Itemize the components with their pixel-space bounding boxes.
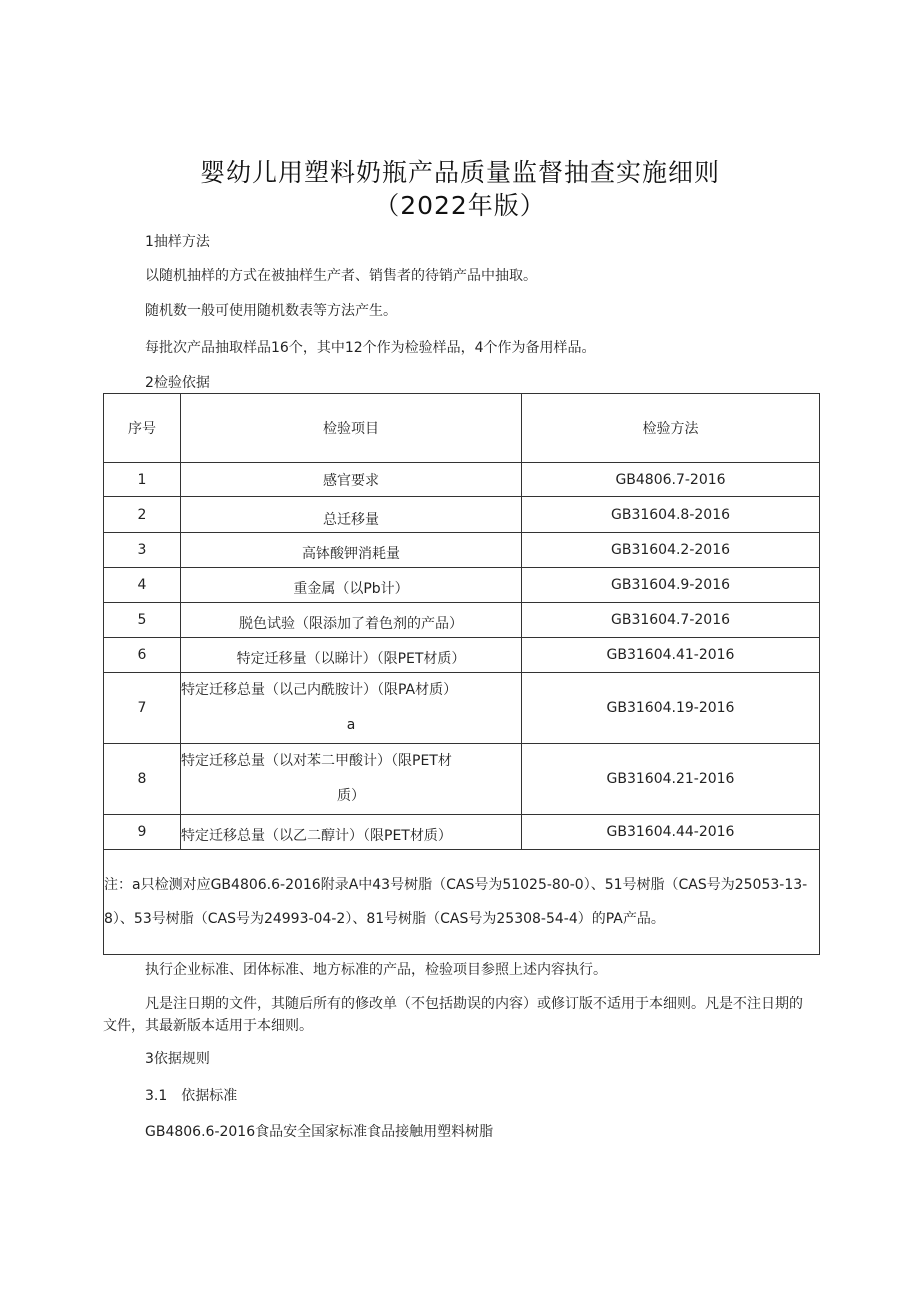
table-row	[104, 463, 820, 497]
row-item-line1: 特定迁移总量（以己内酰胺计）（限PA材质）	[181, 682, 458, 698]
paragraph: 每批次产品抽取样品16个，其中12个作为检验样品，4个作为备用样品。	[145, 340, 596, 356]
table-row	[104, 533, 820, 568]
row-item: 重金属（以Pb计）	[181, 568, 522, 603]
table-row	[104, 568, 820, 603]
table-row	[104, 497, 820, 533]
row-item: 脱色试验（限添加了着色剂的产品）	[181, 603, 522, 638]
row-item	[181, 673, 522, 744]
row-method: GB31604.9-2016	[522, 568, 820, 603]
header-no: 序号	[104, 394, 181, 463]
row-item	[181, 744, 522, 815]
section-3-heading: 3依据规则	[145, 1051, 210, 1067]
table-row	[104, 673, 820, 744]
table-note: 注：a只检测对应GB4806.6-2016附录A中43号树脂（CAS号为51025-80-0）、51号树脂（CAS号为25053-13-8）、53号树脂（CAS号为24993-04-2）、81号树脂（CAS号为25308-54-4）的PA产品。	[104, 850, 820, 955]
document-subtitle: （2022年版）	[374, 191, 546, 220]
paragraph: 凡是注日期的文件，其随后所有的修改单（不包括勘误的内容）或修订版不适用于本细则。凡是不注日期的文件，其最新版本适用于本细则。	[103, 996, 803, 1034]
row-no: 3	[104, 533, 181, 568]
row-item: 感官要求	[181, 463, 522, 497]
row-no: 5	[104, 603, 181, 638]
row-method: GB31604.21-2016	[522, 744, 820, 815]
row-item-line1: 特定迁移总量（以对苯二甲酸计）（限PET材	[181, 753, 452, 769]
inspection-table	[103, 393, 820, 955]
row-item-line2: 质）	[337, 788, 365, 804]
table-row	[104, 638, 820, 673]
standard-reference: GB4806.6-2016食品安全国家标准食品接触用塑料树脂	[145, 1124, 494, 1140]
table-note-row	[104, 850, 820, 955]
row-item: 特定迁移总量（以乙二醇计）（限PET材质）	[181, 815, 522, 850]
row-method: GB31604.41-2016	[522, 638, 820, 673]
header-method: 检验方法	[522, 394, 820, 463]
row-method: GB31604.8-2016	[522, 497, 820, 533]
table-header-row	[104, 394, 820, 463]
row-item-line2: a	[346, 717, 356, 733]
row-method: GB31604.2-2016	[522, 533, 820, 568]
paragraph: 执行企业标准、团体标准、地方标准的产品，检验项目参照上述内容执行。	[145, 962, 607, 978]
row-no: 9	[104, 815, 181, 850]
row-no: 1	[104, 463, 181, 497]
table-row	[104, 744, 820, 815]
row-method: GB31604.19-2016	[522, 673, 820, 744]
row-item: 特定迁移量（以睇计）（限PET材质）	[181, 638, 522, 673]
document-title: 婴幼儿用塑料奶瓶产品质量监督抽查实施细则	[199, 158, 720, 187]
table-row	[104, 815, 820, 850]
section-1-heading: 1抽样方法	[145, 234, 210, 250]
row-no: 4	[104, 568, 181, 603]
table-row	[104, 603, 820, 638]
row-method: GB31604.44-2016	[522, 815, 820, 850]
header-item: 检验项目	[181, 394, 522, 463]
row-no: 2	[104, 497, 181, 533]
row-method: GB31604.7-2016	[522, 603, 820, 638]
row-no: 6	[104, 638, 181, 673]
section-2-heading: 2检验依据	[145, 375, 210, 391]
paragraph: 以随机抽样的方式在被抽样生产者、销售者的待销产品中抽取。	[145, 268, 537, 284]
row-no: 8	[104, 744, 181, 815]
section-3-1-heading: 3.1 依据标准	[145, 1088, 238, 1104]
row-item: 总迁移量	[181, 497, 522, 533]
paragraph: 随机数一般可使用随机数表等方法产生。	[145, 303, 397, 319]
row-method: GB4806.7-2016	[522, 463, 820, 497]
row-no: 7	[104, 673, 181, 744]
row-item: 高钵酸钾消耗量	[181, 533, 522, 568]
